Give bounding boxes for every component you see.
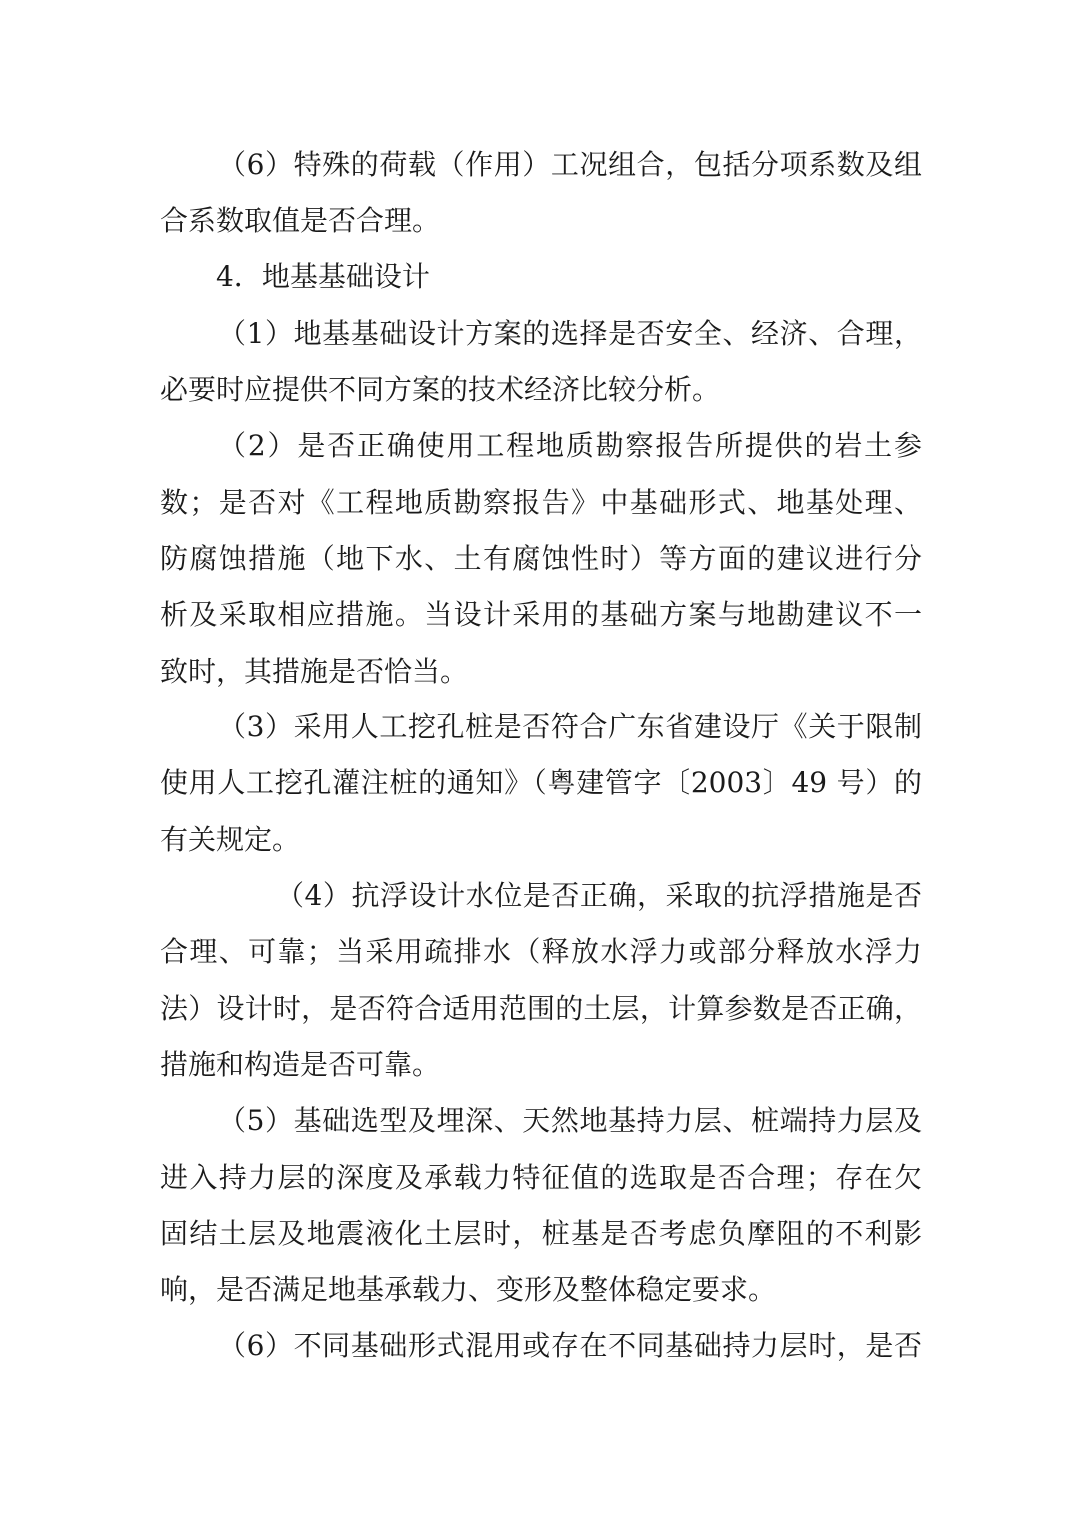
paragraph-3-line-3: 有关规定。 xyxy=(160,823,301,856)
paragraph-2-line-1: （2）是否正确使用工程地质勘察报告所提供的岩土参 xyxy=(218,429,922,462)
paragraph-5-line-3: 固结土层及地震液化土层时，桩基是否考虑负摩阻的不利影 xyxy=(160,1217,922,1250)
section-heading: 4．地基基础设计 xyxy=(216,260,430,293)
paragraph-1-line-1: （1）地基基础设计方案的选择是否安全、经济、合理， xyxy=(218,317,922,350)
paragraph-6b-line-1: （6）不同基础形式混用或存在不同基础持力层时，是否 xyxy=(218,1329,922,1362)
paragraph-2-line-2: 数；是否对《工程地质勘察报告》中基础形式、地基处理、 xyxy=(160,486,922,519)
paragraph-5-line-2: 进入持力层的深度及承载力特征值的选取是否合理；存在欠 xyxy=(160,1161,922,1194)
paragraph-4-line-2: 合理、可靠；当采用疏排水（释放水浮力或部分释放水浮力 xyxy=(160,935,922,968)
paragraph-6-line-1: （6）特殊的荷载（作用）工况组合，包括分项系数及组 xyxy=(218,148,922,181)
paragraph-4-line-3: 法）设计时，是否符合适用范围的土层，计算参数是否正确， xyxy=(160,992,922,1025)
paragraph-6-line-2: 合系数取值是否合理。 xyxy=(160,204,441,237)
paragraph-3-line-1: （3）采用人工挖孔桩是否符合广东省建设厅《关于限制 xyxy=(218,710,922,743)
paragraph-2-line-5: 致时，其措施是否恰当。 xyxy=(160,655,469,688)
paragraph-2-line-4: 析及采取相应措施。当设计采用的基础方案与地勘建议不一 xyxy=(160,598,922,631)
paragraph-5-line-4: 响，是否满足地基承载力、变形及整体稳定要求。 xyxy=(160,1273,777,1306)
paragraph-2-line-3: 防腐蚀措施（地下水、土有腐蚀性时）等方面的建议进行分 xyxy=(160,542,922,575)
paragraph-1-line-2: 必要时应提供不同方案的技术经济比较分析。 xyxy=(160,373,721,406)
paragraph-5-line-1: （5）基础选型及埋深、天然地基持力层、桩端持力层及 xyxy=(218,1104,922,1137)
paragraph-4-line-4: 措施和构造是否可靠。 xyxy=(160,1048,441,1081)
paragraph-4-line-1: （4）抗浮设计水位是否正确，采取的抗浮措施是否 xyxy=(276,879,922,912)
paragraph-3-line-2: 使用人工挖孔灌注桩的通知》（粤建管字〔2003〕49 号）的 xyxy=(160,766,922,799)
